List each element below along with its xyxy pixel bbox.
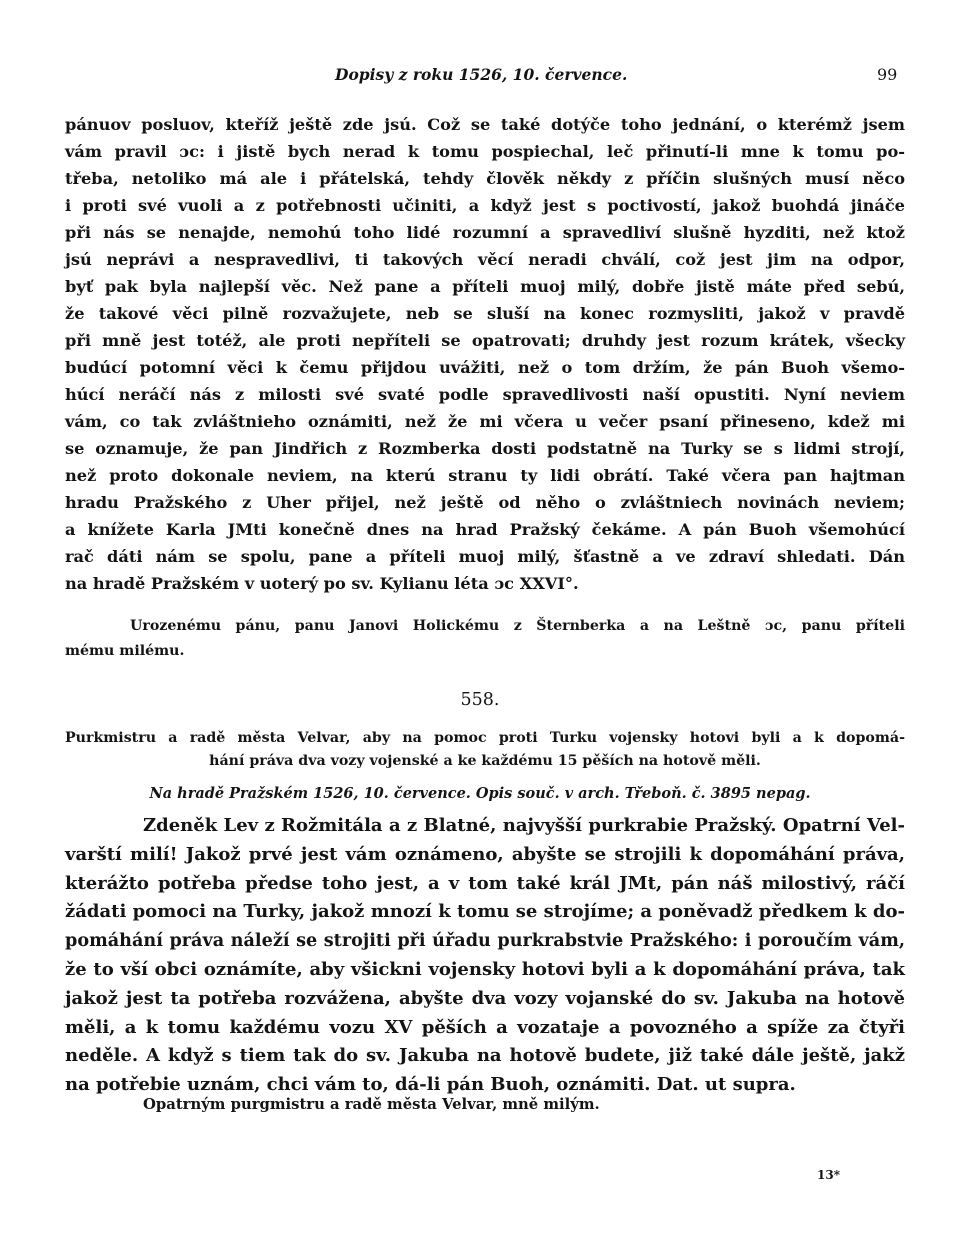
summary-line: Purkmistru a radě města Velvar, aby na pomoc proti Turku vojensky hotovi byli a k dopomá- (65, 730, 905, 746)
letter-557-address (65, 614, 905, 664)
source-note: Na hradě Pražském 1526, 10. července. Opis souč. v arch. Třeboň. č. 3895 nepag. (149, 785, 811, 802)
letter-558-summary (65, 727, 905, 773)
letter-557-body (65, 111, 905, 597)
text-line: a knížete Karla JMti konečně dnes na hrad Pražský čekáme. A pán Buoh všemohúcí (65, 520, 905, 539)
text-line: budúcí potomní věci k čemu přijdou uvážiti, než o tom držím, že pán Buoh všemo- (65, 358, 905, 377)
text-line: že takové věci pilně rozvažujete, neb se sluší na konec rozmysliti, jakož v pravdě (65, 304, 905, 323)
text-line: se oznamuje, že pan Jindřich z Rozmberka dosti podstatně na Turky se s lidmi strojí, (65, 439, 905, 458)
text-line: že to vší obci oznámíte, aby všickni vojensky hotovi byli a k dopomáhání práva, tak (65, 958, 905, 980)
text-line: na hradě Pražském v uoterý po sv. Kylianu léta ɔc XXVI°. (65, 574, 579, 593)
text-line: než proto dokonale neviem, na kterú stranu ty lidi obrátí. Také včera pan hajtman (65, 466, 905, 485)
text-line: pomáhání práva náleží se strojiti při úřadu purkrabstvie Pražského: i poroučím vám, (65, 930, 905, 952)
text-line: hradu Pražského z Uher přijel, než ještě od něho o zvláštniech novinách neviem; (65, 493, 905, 512)
text-line: i proti své vuoli a z potřebnosti učiniti, a když jest s poctivostí, jakož buohdá jináče (65, 196, 905, 215)
letter-558-address: Opatrným purgmistru a radě města Velvar, mně milým. (143, 1096, 600, 1113)
text-line: třeba, netoliko má ale i přátelská, tehdy člověk někdy z příčin slušných musí něco (65, 169, 905, 188)
text-line: při mně jest totéž, ale proti nepříteli se opatrovati; druhdy jest rozum krátek, všecky (65, 331, 905, 350)
text-line: měli, a k tomu každému vozu XV pěších a vozataje a povozného a spíže za čtyři (65, 1016, 905, 1038)
text-line: húcí neráčí nás z milosti své svaté podle spravedlivosti naší opustiti. Nyní neviem (65, 385, 905, 404)
text-line: při nás se nenajde, nemohú toho lidé rozumní a spravedliví slušně hyzditi, než ktož (65, 223, 905, 242)
address-line: Urozenému pánu, panu Janovi Holickému z Šternberka a na Leštně ɔc, panu příteli (130, 618, 905, 634)
running-title: Dopisy z roku 1526, 10. července. (335, 65, 628, 84)
text-line: jakož jest ta potřeba rozvážena, abyšte dva vozy vojanské do sv. Jakuba na hotově (65, 987, 905, 1009)
text-line: žádati pomoci na Turky, jakož mnozí k tomu se strojíme; a poněvadž předkem k do- (65, 901, 905, 923)
text-line: vám pravil ɔc: i jistě bych nerad k tomu pospiechal, leč přinutí-li mne k tomu po- (65, 142, 905, 161)
text-line: varští milí! Jakož prvé jest vám oznámeno, abyšte se strojili k dopomáhání práva, (65, 843, 905, 865)
text-line: rač dáti nám se spolu, pane a příteli muoj milý, šťastně a ve zdraví shledati. Dán (65, 547, 905, 566)
signature-mark: 13* (817, 1168, 840, 1182)
text-line: neděle. A když s tiem tak do sv. Jakuba na hotově budete, již také dále ještě, jakž (65, 1045, 905, 1067)
address-line: mému milému. (65, 643, 185, 659)
running-head (0, 64, 960, 86)
text-line: Zdeněk Lev z Rožmitála a z Blatné, najvyšší purkrabie Pražský. Opatrní Vel- (143, 815, 905, 836)
letter-number: 558. (460, 690, 500, 710)
text-line: vám, co tak zvláštnieho oznámiti, než že mi včera u večer psaní přineseno, kdež mi (65, 412, 905, 431)
text-line: pánuov posluov, kteříž ještě zde jsú. Což se také dotýče toho jednání, o kterémž jsem (65, 115, 905, 134)
letter-558-body (65, 812, 905, 1100)
page-number: 99 (877, 65, 898, 84)
text-line: byť pak byla najlepší věc. Než pane a příteli muoj milý, dobře jistě máte před sebú, (65, 277, 905, 296)
text-line: kterážto potřeba předse toho jest, a v tom také král JMt, pán náš milostivý, ráčí (65, 872, 905, 894)
text-line: na potřebie uznám, chci vám to, dá-li pán Buoh, oznámiti. Dat. ut supra. (65, 1074, 796, 1096)
summary-line: hání práva dva vozy vojenské a ke každému 15 pěších na hotově měli. (209, 753, 761, 769)
text-line: jsú neprávi a nespravedlivi, ti takových věcí neradi chválí, což jest jim na odpor, (65, 250, 905, 269)
